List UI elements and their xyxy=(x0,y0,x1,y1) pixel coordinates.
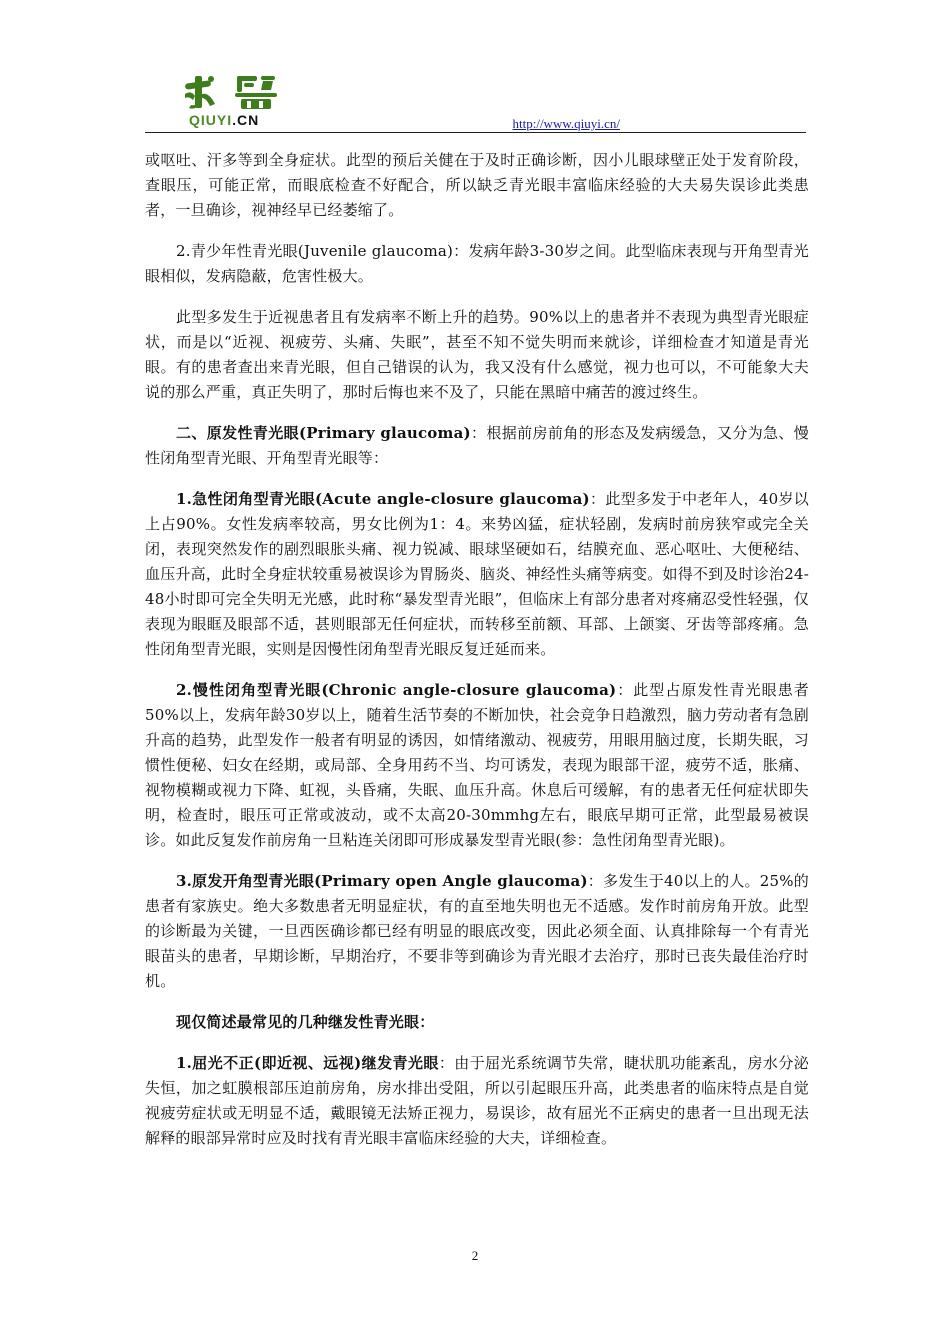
paragraph-text: ：由于屈光系统调节失常，睫状肌功能紊乱，房水分泌失恒，加之虹膜根部压迫前房角，房水排出受阻，所以引起眼压升高，此类患者的临床特点是自觉视疲劳症状或无明显不适，戴眼镜无法矫正视力，易误诊，故有屈光不正病史的患者一旦出现无法解释的眼部异常时应及时找有青光眼丰富临床经验的大夫，详细检查。 xyxy=(145,1054,809,1147)
site-url-link[interactable]: http://www.qiuyi.cn/ xyxy=(512,116,620,131)
document-body xyxy=(145,148,809,1167)
paragraph xyxy=(145,305,809,405)
qiuyi-logo-calligraphy xyxy=(181,72,301,112)
paragraph-heading: 1.急性闭角型青光眼(Acute angle-closure glaucoma) xyxy=(176,490,590,508)
paragraph xyxy=(145,239,809,289)
paragraph-heading: 2.慢性闭角型青光眼(Chronic angle-closure glaucoma) xyxy=(176,681,617,699)
paragraph xyxy=(145,421,809,471)
paragraph-text: ：此型多发于中老年人，40岁以上占90%。女性发病率较高，男女比例为1：4。来势凶猛，症状轻剧，发病时前房狭窄或完全关闭，表现突然发作的剧烈眼胀头痛、视力锐减、眼球坚硬如石，结膜充血、恶心呕吐、大便秘结、血压升高，此时全身症状较重易被误诊为胃肠炎、脑炎、神经性头痛等病变。如得不到及时诊治24-48小时即可完全失明无光感，此时称“暴发型青光眼”，但临床上有部分患者对疼痛忍受性轻强，仅表现为眼眶及眼部不适，甚则眼部无任何症状，而转移至前额、耳部、上颌窦、牙齿等部疼痛。急性闭角型青光眼，实则是因慢性闭角型青光眼反复迁延而来。 xyxy=(145,490,810,658)
paragraph xyxy=(145,148,809,223)
paragraph-text: 此型多发生于近视患者且有发病率不断上升的趋势。90%以上的患者并不表现为典型青光眼症状，而是以“近视、视疲劳、头痛、失眠”，甚至不知不觉失明而来就诊，详细检查才知道是青光眼。有的患者查出来青光眼，但自己错误的认为，我又没有什么感觉，视力也可以，不可能象大夫说的那么严重，真正失明了，那时后悔也来不及了，只能在黑暗中痛苦的渡过终生。 xyxy=(145,308,809,401)
paragraph-heading: 现仅简述最常见的几种继发性青光眼： xyxy=(176,1013,435,1031)
paragraph-text: ：此型占原发性青光眼患者50%以上，发病年龄30岁以上，随着生活节奏的不断加快，社会竞争日趋激烈，脑力劳动者有急剧升高的趋势，此型发作一般者有明显的诱因，如情绪激动、视疲劳，用眼用脑过度，长期失眠，习惯性便秘、妇女在经期，或局部、全身用药不当、均可诱发，表现为眼部干涩，疲劳不适，胀痛、视物模糊或视力下降、虹视，头昏痛，失眠、血压升高。休息后可缓解，有的患者无任何症状即失明，检查时，眼压可正常或波动，或不太高20-30mmhg左右，眼底早期可正常，此型最易被误诊。如此反复发作前房角一旦粘连关闭即可形成暴发型青光眼(参：急性闭角型青光眼)。 xyxy=(145,681,809,849)
paragraph-text: 2.青少年性青光眼(Juvenile glaucoma)：发病年龄3-30岁之间。此型临床表现与开角型青光眼相似，发病隐蔽，危害性极大。 xyxy=(145,242,809,285)
paragraph xyxy=(145,869,809,994)
paragraph-heading: 1.屈光不正(即近视、远视)继发青光眼 xyxy=(176,1054,439,1072)
paragraph xyxy=(145,487,809,662)
paragraph xyxy=(145,1051,809,1151)
page-number: 2 xyxy=(471,1248,479,1263)
paragraph-heading: 3.原发开角型青光眼(Primary open Angle glaucoma) xyxy=(176,872,588,890)
logo-main-text: QIUYI xyxy=(189,112,233,128)
paragraph-text: 或呕吐、汗多等到全身症状。此型的预后关健在于及时正确诊断，因小儿眼球壁正处于发育阶段，查眼压，可能正常，而眼底检查不好配合，所以缺乏青光眼丰富临床经验的大夫易失误诊此类患者，一旦确诊，视神经早已经萎缩了。 xyxy=(145,151,809,219)
header-rule xyxy=(145,132,806,133)
paragraph xyxy=(145,1010,809,1035)
paragraph-heading: 二、原发性青光眼(Primary glaucoma) xyxy=(176,424,471,442)
qiuyi-logo-text xyxy=(189,112,259,128)
page-header xyxy=(145,52,806,134)
paragraph-text: ：根据前房前角的形态及发病缓急，又分为急、慢性闭角型青光眼、开角型青光眼等： xyxy=(145,424,810,467)
paragraph xyxy=(145,678,809,853)
logo-suffix-text: .CN xyxy=(232,112,260,128)
qiuyi-logo xyxy=(181,72,301,134)
paragraph-text: ：多发生于40以上的人。25%的患者有家族史。绝大多数患者无明显症状，有的直至地失明也无不适感。发作时前房角开放。此型的诊断最为关键，一旦西医确诊都已经有明显的眼底改变，因此必须全面、认真排除每一个有青光眼苗头的患者，早期诊断，早期治疗，不要非等到确诊为青光眼才去治疗，那时已丧失最佳治疗时机。 xyxy=(145,872,809,990)
